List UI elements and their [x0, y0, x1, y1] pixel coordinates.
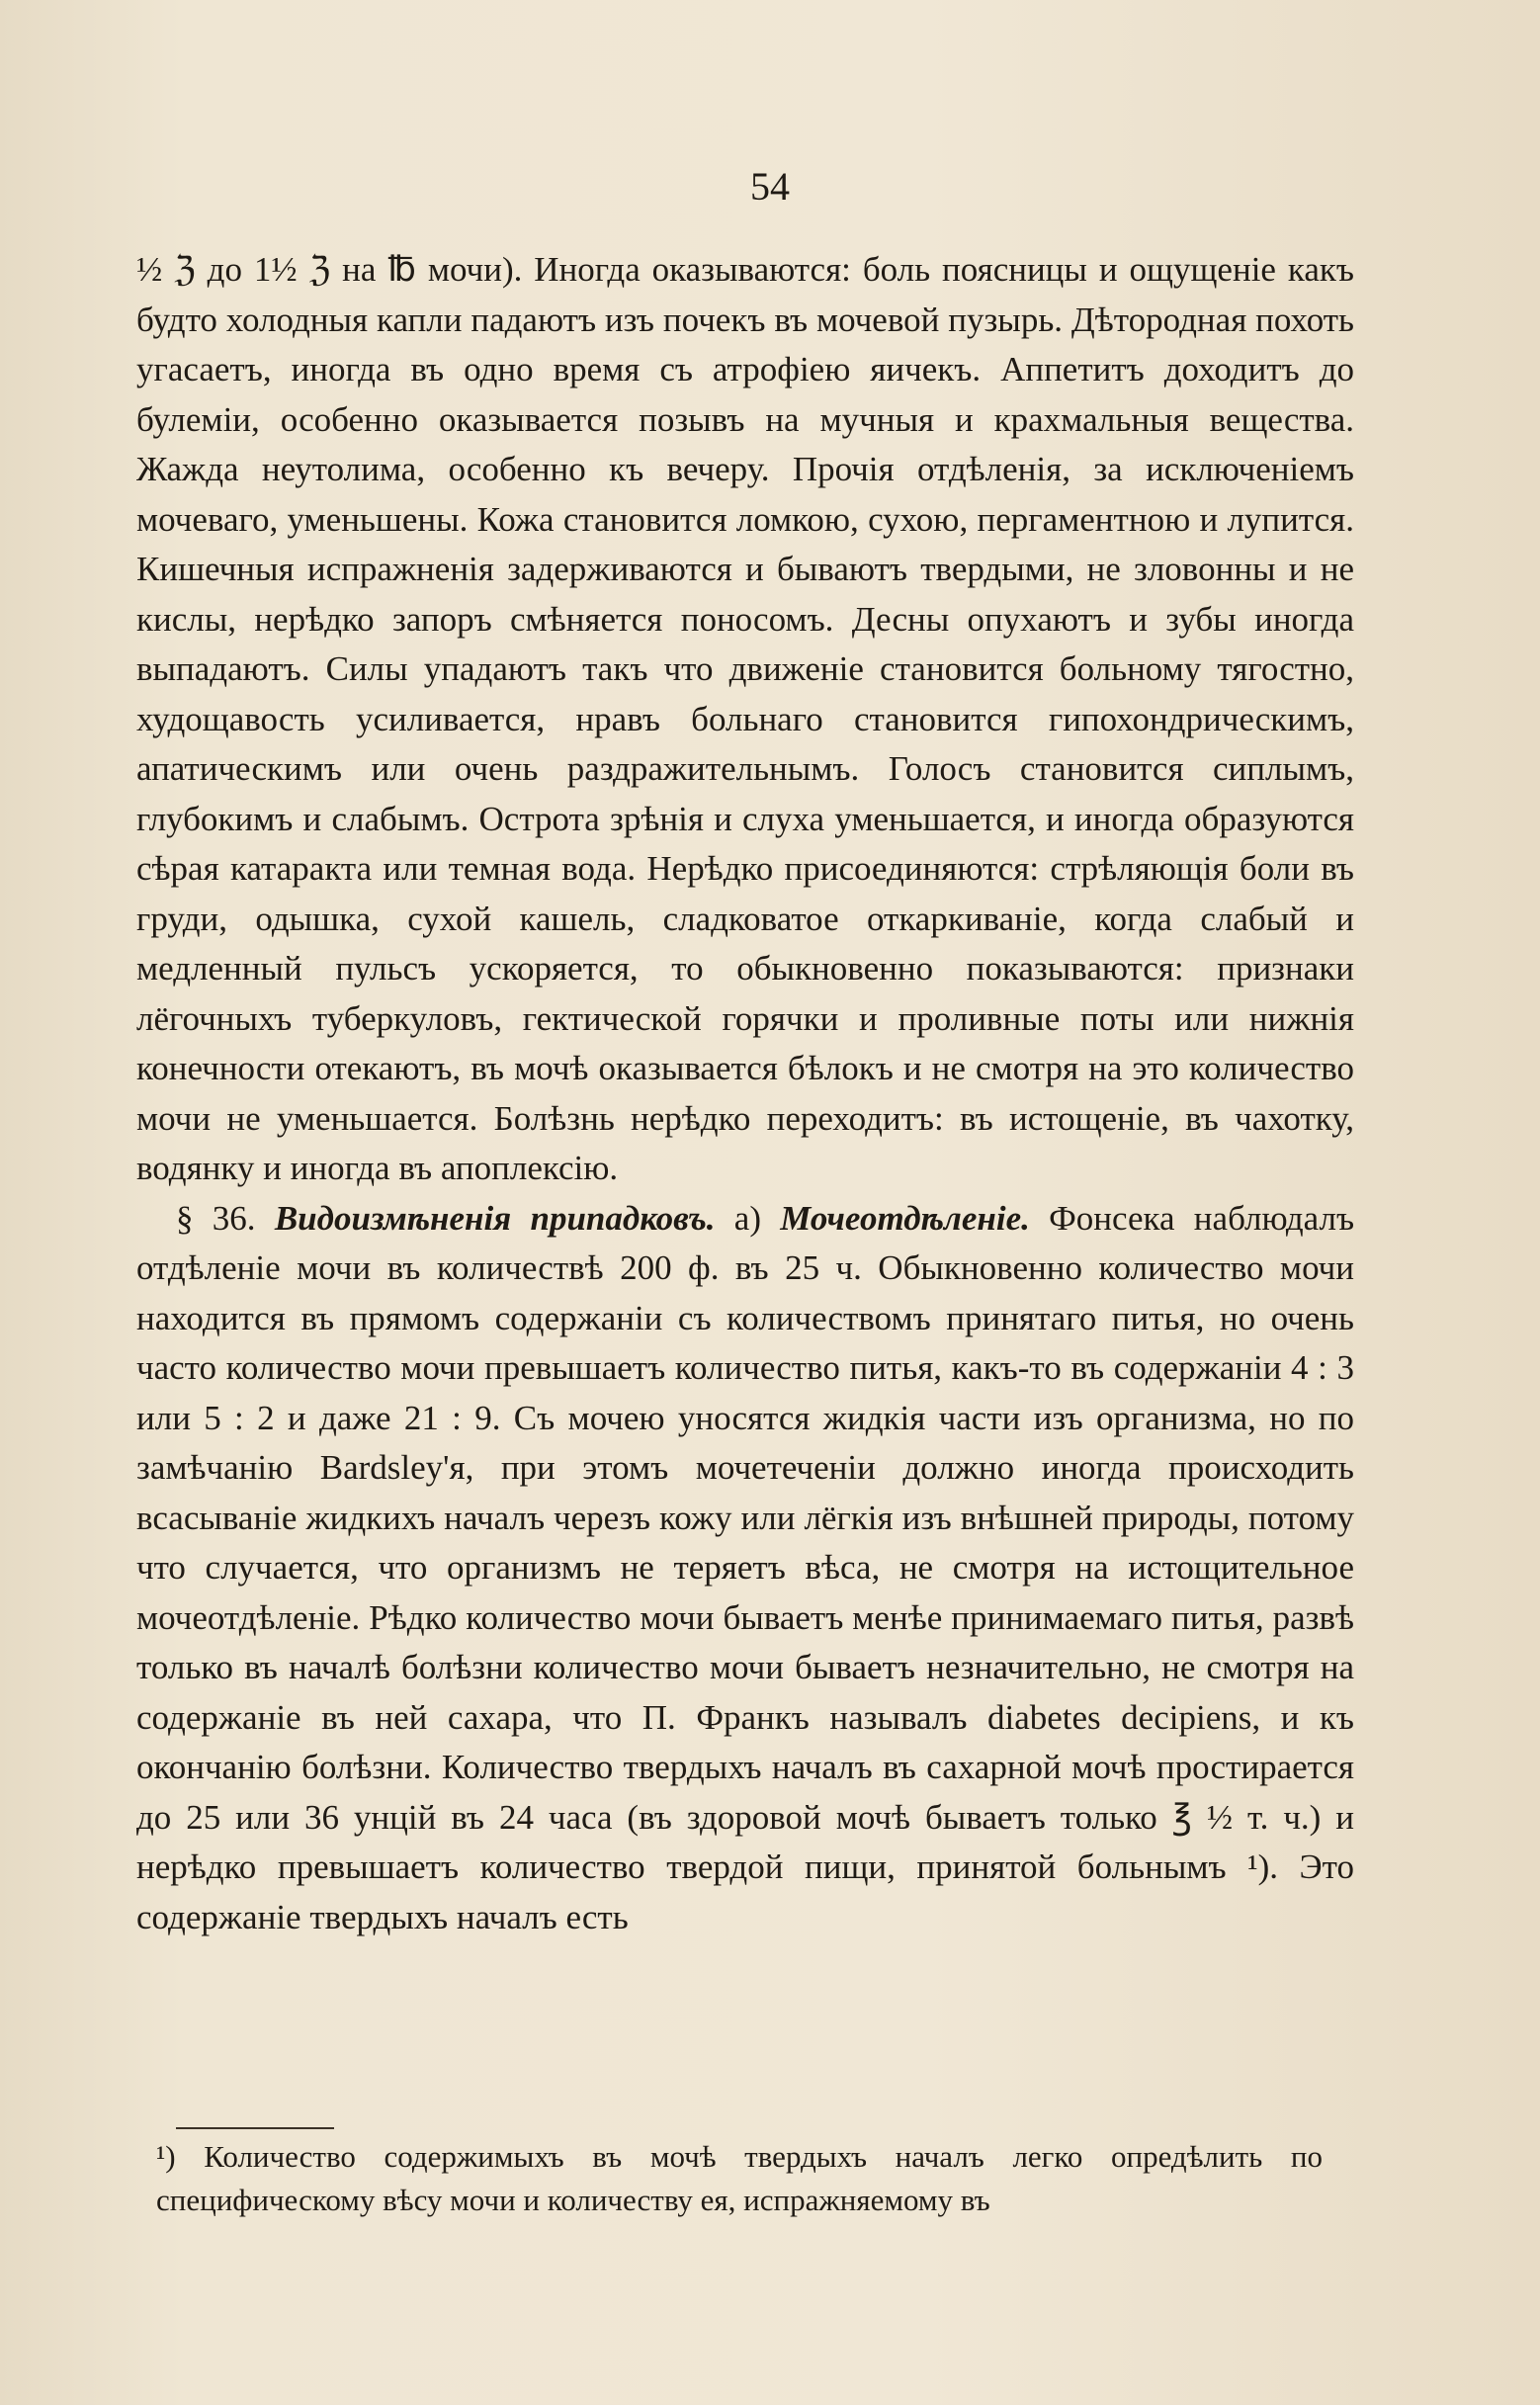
paragraph-1: ½ ℨ до 1½ ℨ на ℔ мочи). Иногда оказываются: боль поясницы и ощущеніе какъ будто холодныя капли падаютъ изъ почекъ въ мочевой пузырь. Дѣтородная похоть угасаетъ, иногда въ одно время съ атрофіею яичекъ. Аппетитъ доходитъ до булеміи, особенно оказывается позывъ на мучныя и крахмальныя вещества. Жажда неутолима, особенно къ вечеру. Прочія отдѣленія, за исключеніемъ мочеваго, уменьшены. Кожа становится ломкою, сухою, пергаментною и лупится. Кишечныя испражненія задерживаются и бываютъ твердыми, не зловонны и не кислы, нерѣдко запоръ смѣняется поносомъ. Десны опухаютъ и зубы иногда выпадаютъ. Силы упадаютъ такъ что движеніе становится больному тягостно, худощавость усиливается, нравъ больнаго становится гипохондрическимъ, апатическимъ или очень раздражительнымъ. Голосъ становится сиплымъ, глубокимъ и слабымъ. Острота зрѣнія и слуха уменьшается, и иногда образуются сѣрая катаракта или темная вода. Нерѣдко присоединяются: стрѣляющія боли въ груди, одышка, сухой кашель, сладковатое откаркиваніе, когда слабый и медленный пульсъ ускоряется, то обыкновенно показываются: признаки лёгочныхъ туберкуловъ, гектической горячки и проливные поты или нижнія конечности отекаютъ, въ мочѣ оказывается бѣлокъ и не смотря на это количество мочи не уменьшается. Болѣзнь нерѣдко переходитъ: въ истощеніе, въ чахотку, водянку и иногда въ апоплексію. — [136, 250, 1354, 1187]
page-number: 54 — [750, 164, 790, 209]
footnote-text: ¹) Количество содержимыхъ въ мочѣ твердыхъ началъ легко опредѣлить по специфическому вѣсу мочи и количеству ея, испражняемому въ — [156, 2139, 1323, 2217]
subsection-heading: Мочеотдѣленіе. — [780, 1198, 1030, 1238]
footnote-divider — [176, 2127, 334, 2129]
paragraph-2 — [136, 1194, 1354, 1943]
subsection-marker: а) — [733, 1198, 761, 1238]
footnote — [156, 2135, 1323, 2222]
paragraph-2-text: Фонсека наблюдалъ отдѣленіе мочи въ количествѣ 200 ф. въ 25 ч. Обыкновенно количество мочи находится въ прямомъ содержаніи съ количествомъ принятаго питья, но очень часто количество мочи превышаетъ количество питья, какъ-то въ содержаніи 4 : 3 или 5 : 2 и даже 21 : 9. Съ мочею уносятся жидкія части изъ организма, но по замѣчанію Bardsley'я, при этомъ мочетеченіи должно иногда происходить всасываніе жидкихъ началъ черезъ кожу или лёгкія изъ внѣшней природы, потому что случается, что организмъ не теряетъ вѣса, не смотря на истощительное мочеотдѣленіе. Рѣдко количество мочи бываетъ менѣе принимаемаго питья, развѣ только въ началѣ болѣзни количество мочи бываетъ незначительно, не смотря на содержаніе въ ней сахара, что П. Франкъ называлъ diabetes decipiens, и къ окончанію болѣзни. Количество твердыхъ началъ въ сахарной мочѣ простирается до 25 или 36 унцій въ 24 часа (въ здоровой мочѣ бываетъ только ℥ ½ т. ч.) и нерѣдко превышаетъ количество твердой пищи, принятой больнымъ ¹). Это содержаніе твердыхъ началъ есть — [136, 1198, 1355, 1936]
section-heading: Видоизмѣненія припадковъ. — [274, 1198, 716, 1238]
section-number: § 36. — [176, 1198, 256, 1238]
body-text — [136, 245, 1354, 1942]
